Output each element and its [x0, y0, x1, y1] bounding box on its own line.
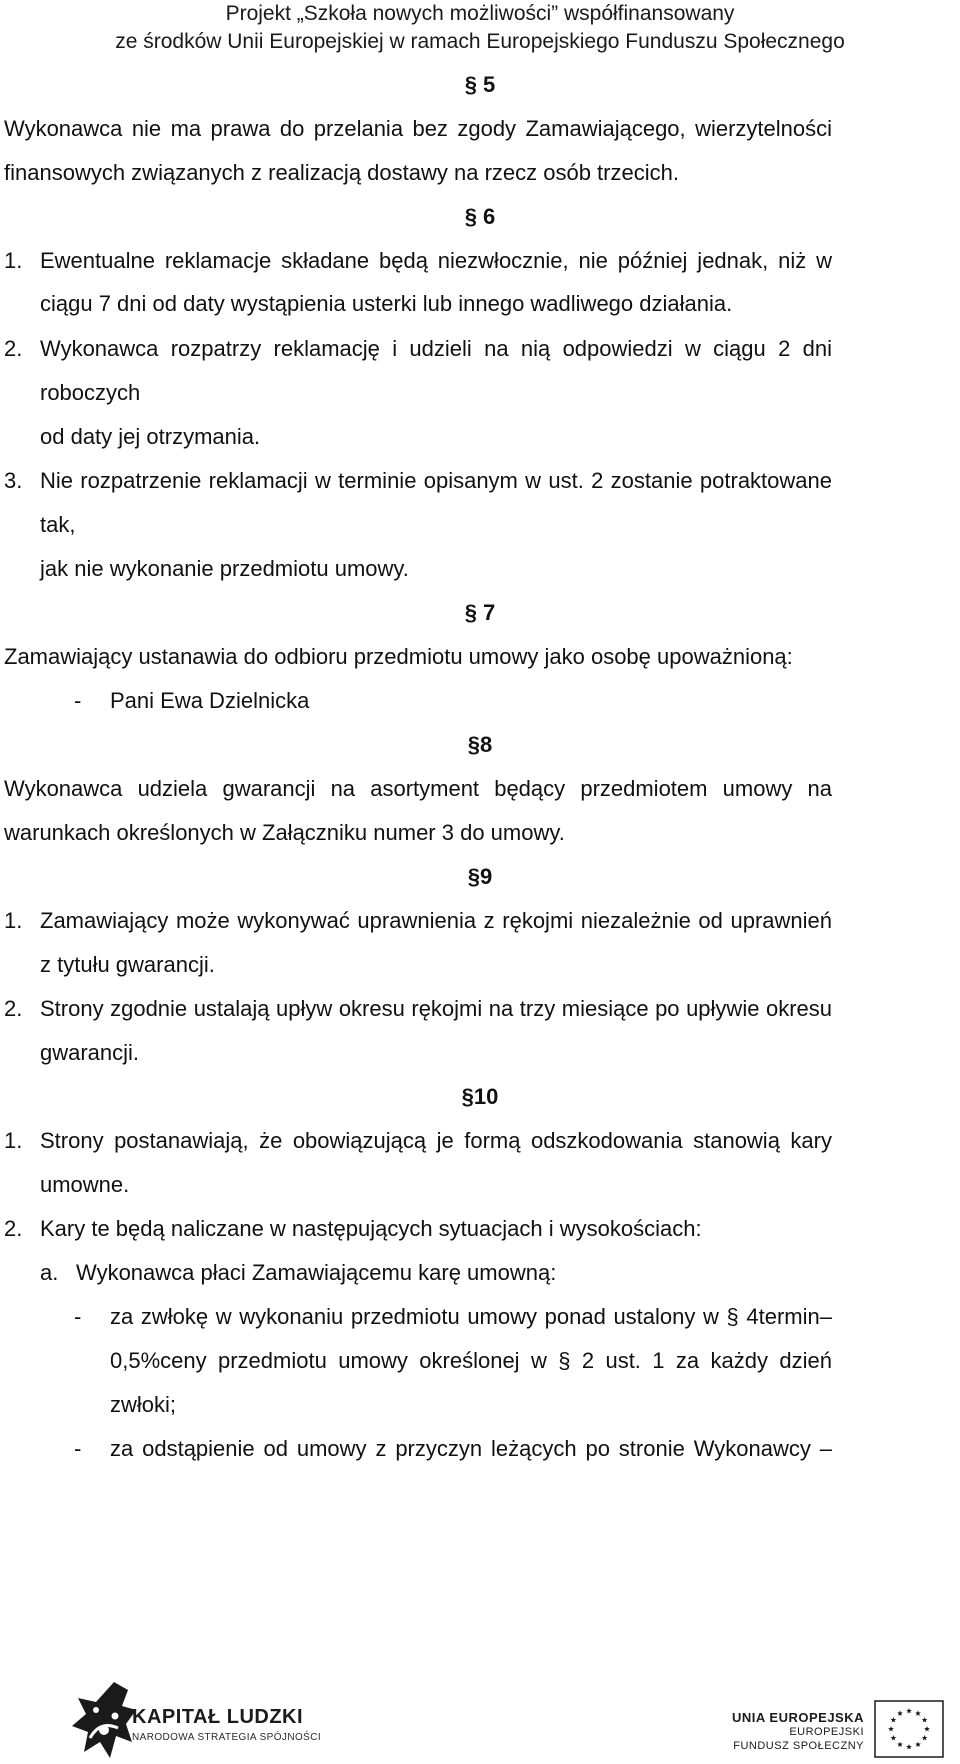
- eu-name: UNIA EUROPEJSKA: [732, 1710, 864, 1725]
- section-5-title: § 5: [464, 72, 496, 97]
- header-line-2: ze środków Unii Europejskiej w ramach Europejskiego Funduszu Społecznego: [115, 30, 845, 53]
- s7-dash: -: [74, 688, 82, 713]
- s9-item-1-line-1: Zamawiający może wykonywać uprawnienia z rękojmi niezależnie od uprawnień: [40, 908, 832, 933]
- s6-item-3-line-2: tak,: [40, 512, 76, 537]
- s10-item-1-line-1: Strony postanawiają, że obowiązującą je formą odszkodowania stanowią kary: [40, 1128, 832, 1153]
- section-7-title: § 7: [464, 600, 496, 625]
- s10-item-1-line-2: umowne.: [40, 1172, 130, 1197]
- s10-item-1-number: 1.: [4, 1128, 23, 1153]
- eu-text-block: [732, 1710, 864, 1753]
- s10-dash-1: -: [74, 1304, 82, 1329]
- s6-item-3-line-3: jak nie wykonanie przedmiotu umowy.: [40, 556, 409, 581]
- s10-subitem-a-letter: a.: [40, 1260, 59, 1285]
- s5-paragraph-line-1: Wykonawca nie ma prawa do przelania bez zgody Zamawiającego, wierzytelności: [4, 116, 832, 141]
- s6-item-2-number: 2.: [4, 336, 23, 361]
- section-6-title: § 6: [464, 204, 496, 229]
- s6-item-3-line-1: Nie rozpatrzenie reklamacji w terminie opisanym w ust. 2 zostanie potraktowane: [40, 468, 832, 493]
- s10-dash-1-line-2: 0,5%ceny przedmiotu umowy określonej w § 2 ust. 1 za każdy dzień: [110, 1348, 832, 1373]
- s6-item-1-line-1: Ewentualne reklamacje składane będą niezwłocznie, nie później jednak, niż w: [40, 248, 832, 273]
- section-9-title: §9: [467, 864, 493, 889]
- s9-item-1-line-2: z tytułu gwarancji.: [40, 952, 215, 977]
- s5-paragraph-line-2: finansowych związanych z realizacją dostawy na rzecz osób trzecich.: [4, 160, 679, 185]
- page-header: [0, 0, 960, 56]
- s9-item-2-line-1: Strony zgodnie ustalają upływ okresu rękojmi na trzy miesiące po upływie okresu: [40, 996, 832, 1021]
- page-footer: [0, 1660, 960, 1764]
- s10-dash-2: -: [74, 1436, 82, 1461]
- s10-dash-2-line-1: za odstąpienie od umowy z przyczyn leżących po stronie Wykonawcy –: [110, 1436, 832, 1461]
- s6-item-1-number: 1.: [4, 248, 23, 273]
- s9-item-1-number: 1.: [4, 908, 23, 933]
- s7-person: Pani Ewa Dzielnicka: [110, 688, 310, 713]
- s9-item-2-number: 2.: [4, 996, 23, 1021]
- s6-item-2-line-1: Wykonawca rozpatrzy reklamację i udzieli na nią odpowiedzi w ciągu 2 dni: [40, 336, 832, 361]
- s10-subitem-a-text: Wykonawca płaci Zamawiającemu karę umowną:: [76, 1260, 557, 1285]
- section-8-title: §8: [467, 732, 493, 757]
- s6-item-2-line-2: roboczych: [40, 380, 141, 405]
- eu-fund-line-1: EUROPEJSKI: [789, 1726, 864, 1738]
- s10-item-2-line-1: Kary te będą naliczane w następujących sytuacjach i wysokościach:: [40, 1216, 702, 1241]
- s6-item-2-line-3: od daty jej otrzymania.: [40, 424, 261, 449]
- s10-item-2-number: 2.: [4, 1216, 23, 1241]
- kapital-ludzki-logo-icon: [70, 1680, 140, 1760]
- header-line-1: Projekt „Szkoła nowych możliwości” współfinansowany: [225, 2, 735, 25]
- eu-flag-icon: [874, 1700, 944, 1758]
- s10-dash-1-line-3: zwłoki;: [110, 1392, 177, 1417]
- s10-dash-1-line-1: za zwłokę w wykonaniu przedmiotu umowy ponad ustalony w § 4termin–: [110, 1304, 832, 1329]
- s6-item-1-line-2: ciągu 7 dni od daty wystąpienia usterki lub innego wadliwego działania.: [40, 291, 733, 316]
- eu-fund-line-2: FUNDUSZ SPOŁECZNY: [733, 1740, 864, 1752]
- section-10-title: §10: [461, 1084, 499, 1109]
- kapital-ludzki-title: KAPITAŁ LUDZKI: [132, 1706, 304, 1728]
- s8-paragraph-line-2: warunkach określonych w Załączniku numer 3 do umowy.: [4, 820, 565, 845]
- s6-item-3-number: 3.: [4, 468, 23, 493]
- s7-paragraph: Zamawiający ustanawia do odbioru przedmiotu umowy jako osobę upoważnioną:: [4, 644, 793, 669]
- s9-item-2-line-2: gwarancji.: [40, 1040, 140, 1065]
- s8-paragraph-line-1: Wykonawca udziela gwarancji na asortyment będący przedmiotem umowy na: [4, 776, 832, 801]
- kapital-ludzki-subtitle: NARODOWA STRATEGIA SPÓJNOŚCI: [132, 1732, 322, 1743]
